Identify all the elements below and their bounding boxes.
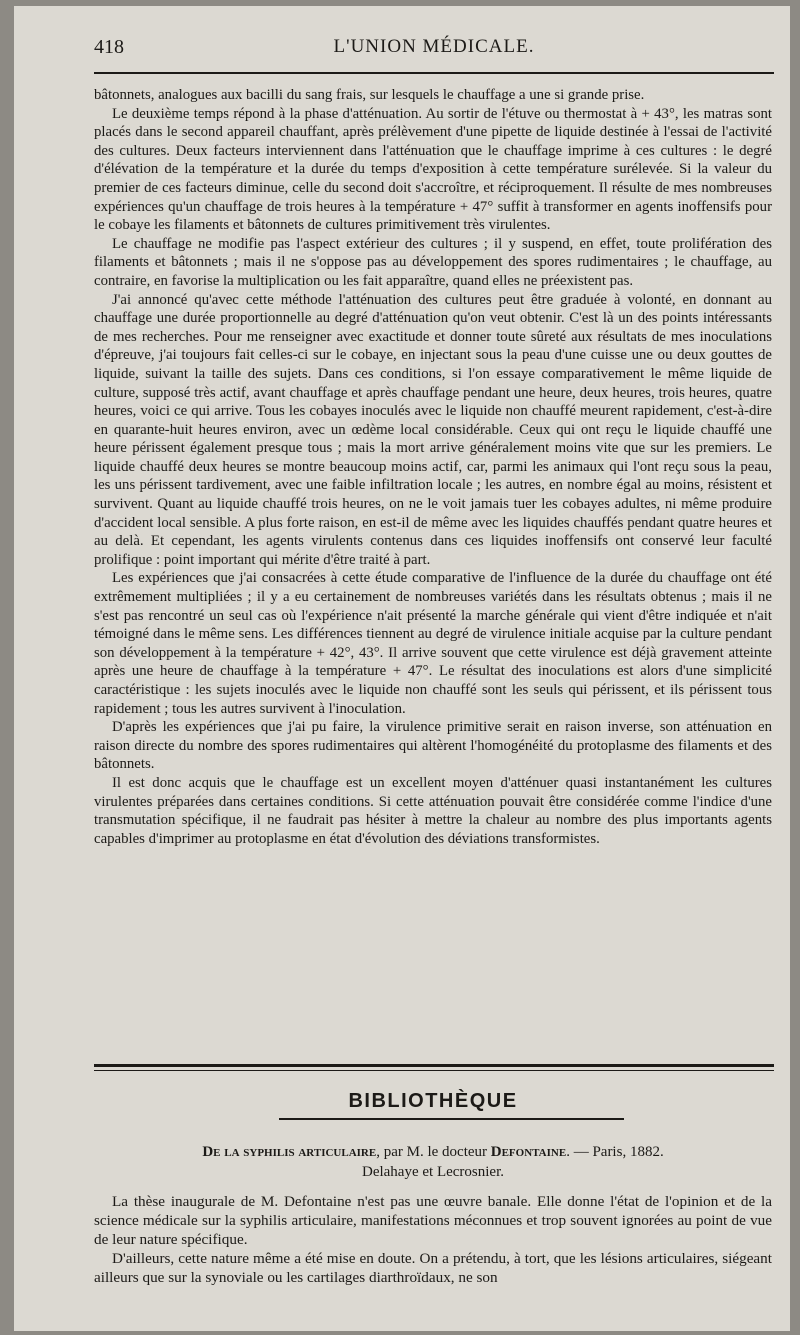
book-place: . — Paris, 1882. bbox=[566, 1144, 664, 1160]
paragraph: Il est donc acquis que le chauffage est un excellent moyen d'atténuer quasi instantanément les cultures virulentes préparées dans certaines conditions. Si cette atténuation pouvait être considérée comme l'indice d'une transmutation spécifique, il ne faudrait pas hésiter à mettre la chaleur au nombre des plus importants agents capables d'imprimer au protoplasme en état d'évolution des déviations transformistes. bbox=[94, 774, 772, 847]
paragraph: bâtonnets, analogues aux bacilli du sang frais, sur lesquels le chauffage a une si grande prise. bbox=[94, 87, 645, 103]
paragraph: D'après les expériences que j'ai pu faire, la virulence primitive serait en raison inverse, son atténuation en raison directe du nombre des spores rudimentaires qui altèrent l'homogénéité du protoplasme des filaments et des bâtonnets. bbox=[94, 719, 772, 773]
page-number: 418 bbox=[94, 36, 124, 58]
paragraph: Les expériences que j'ai consacrées à cette étude comparative de l'influence de la durée du chauffage ont été extrêmement multipliées ; il y a eu certainement de nombreuses variétés dans les résultats obtenus ; mais il ne s'est pas rencontré un seul cas où l'expérience n'ait présenté la marche générale qui vient d'être indiquée et n'ait témoigné dans le même sens. Les différences tiennent au degré de virulence initiale acquise par la culture pendant son développement à la température + 42°, 43°. Il arrive souvent que cette virulence est déjà gravement atteinte après une heure de chauffage à la température + 47°. Le résultat des inoculations est alors d'une simplicité caractéristique : les sujets inoculés avec le liquide non chauffé sont les seuls qui périssent, et ils périssent tous rapidement ; tous les autres survivent à l'inoculation. bbox=[94, 570, 772, 717]
book-author-prefix: , par M. le docteur bbox=[376, 1144, 491, 1160]
page-header bbox=[94, 36, 774, 66]
section-heading: BIBLIOTHÈQUE bbox=[348, 1090, 518, 1112]
paragraph: D'ailleurs, cette nature même a été mise en doute. On a prétendu, à tort, que les lésions articulaires, siégeant ailleurs que sur la synoviale ou les cartilages diarthroïdaux, ne son bbox=[94, 1250, 772, 1286]
paragraph: Le deuxième temps répond à la phase d'atténuation. Au sortir de l'étuve ou thermostat à + 43°, les matras sont placés dans le second appareil chauffant, après prélèvement d'une pipette de liquide destinée à l'essai de l'activité des cultures. Deux facteurs interviennent dans l'atténuation que le chauffage imprime à ces cultures : le degré d'élévation de la température et la durée du temps d'exposition à cette température surélevée. Si la valeur du premier de ces facteurs diminue, celle du second doit s'accroître, et réciproquement. Il résulte de mes nombreuses expériences qu'un chauffage de trois heures à la température + 47° suffit à transformer en agents inoffensifs pour le cobaye les filaments et bâtonnets de cultures primitivement très virulentes. bbox=[94, 105, 772, 234]
header-rule bbox=[94, 72, 774, 74]
paragraph: J'ai annoncé qu'avec cette méthode l'atténuation des cultures peut être graduée à volonté, en donnant au chauffage une durée proportionnelle au degré d'atténuation qu'on veut obtenir. C'est là un des points intéressants de mes recherches. Pour me renseigner avec exactitude et donner toute sûreté aux résultats de mes inoculations d'épreuve, j'ai toujours fait celles-ci sur le cobaye, en injectant sous la peau d'une cuisse une ou deux gouttes de liquide, suivant la taille des sujets. Dans ces conditions, si l'on essaye comparativement le même liquide de culture, supposé très actif, avant chauffage et après chauffage pendant une heure, deux heures, trois heures, quatre heures, voici ce qui arrive. Tous les cobayes inoculés avec le liquide non chauffé meurent rapidement, c'est-à-dire en quarante-huit heures environ, avec un œdème local considérable. Ceux qui ont reçu le liquide chauffé une heure périssent également presque tous ; mais la mort arrive généralement moins vite que sur les premiers. Le liquide chauffé deux heures se montre beaucoup moins actif, car, parmi les animaux qui l'ont reçu sous la peau, les uns périssent tardivement, avec une faible infiltration locale ; les autres, en nombre égal au moins, résistent et survivent. Quant au liquide chauffé trois heures, on ne le voit jamais tuer les cobayes adultes, ni même produire d'accident local sensible. A plus forte raison, en est-il de même avec les liquides chauffés pendant quatre heures et au delà. Et cependant, les agents virulents contenus dans ces liquides inoffensifs ont conservé leur faculté prolifique : point important qui mérite d'être traité à part. bbox=[94, 291, 772, 568]
article-body bbox=[94, 86, 772, 848]
section-double-rule-top bbox=[94, 1064, 774, 1067]
book-publisher: Delahaye et Lecrosnier. bbox=[361, 1164, 504, 1180]
book-title: De la syphilis articulaire bbox=[202, 1144, 377, 1160]
review-body bbox=[94, 1192, 772, 1287]
paragraph: Le chauffage ne modifie pas l'aspect extérieur des cultures ; il y suspend, en effet, toute prolifération des filaments et bâtonnets ; mais il ne s'oppose pas au développement des spores rudimentaires ; le chauffage, au contraire, en favorise la multiplication ou les fait apparaître, quand elles ne préexistent pas. bbox=[94, 235, 772, 289]
book-author: Defontaine bbox=[490, 1144, 567, 1160]
running-title: L'UNION MÉDICALE. bbox=[333, 36, 535, 57]
document-page bbox=[14, 6, 790, 1331]
book-reference bbox=[94, 1142, 772, 1182]
heading-underline bbox=[279, 1118, 624, 1120]
section-double-rule-bottom bbox=[94, 1070, 774, 1071]
paragraph: La thèse inaugurale de M. Defontaine n'est pas une œuvre banale. Elle donne l'état de l'opinion et de la science médicale sur la syphilis articulaire, manifestations méconnues et trop souvent ignorées au point de vue de leur nature spécifique. bbox=[94, 1193, 772, 1248]
